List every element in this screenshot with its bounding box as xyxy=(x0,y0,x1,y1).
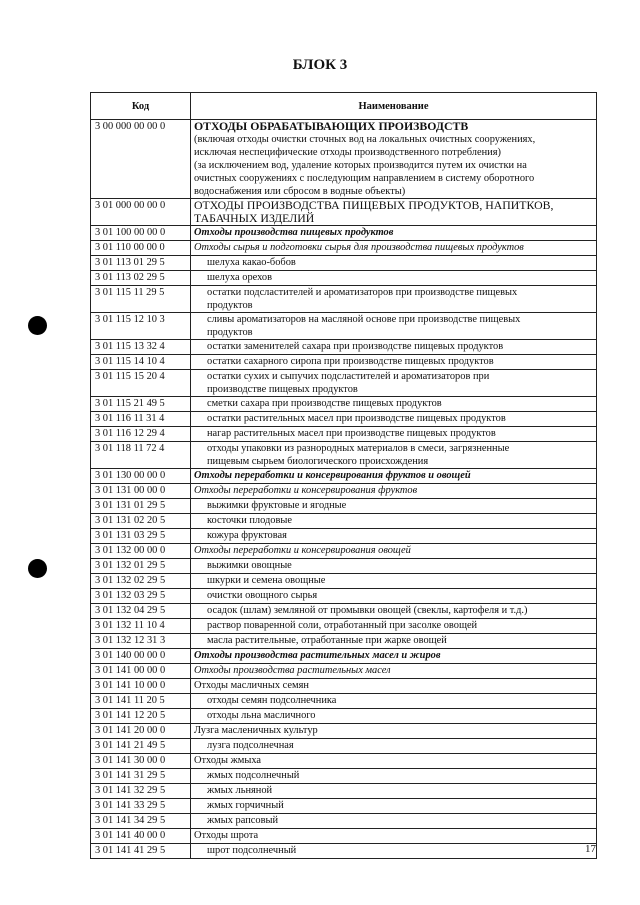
table-row xyxy=(91,241,597,256)
waste-name-continuation: исключая неспецифические отходы производственного потребления) xyxy=(194,147,501,158)
table-row xyxy=(91,256,597,271)
waste-name-continuation: водоснабжения или сбросом в водные объекты) xyxy=(194,186,406,197)
waste-name-text: шкурки и семена овощные xyxy=(207,575,326,586)
waste-name xyxy=(191,370,597,397)
waste-name xyxy=(191,754,597,769)
waste-name xyxy=(191,799,597,814)
waste-name-continuation: пищевым сырьем биологического происхождения xyxy=(207,456,429,467)
waste-name xyxy=(191,619,597,634)
waste-name xyxy=(191,634,597,649)
waste-name-text: отходы упаковки из разнородных материалов в смеси, загрязненные xyxy=(207,443,510,454)
waste-code: 3 01 141 00 00 0 xyxy=(91,664,191,679)
waste-name-text: Отходы переработки и консервирования овощей xyxy=(194,545,411,556)
table-row xyxy=(91,120,597,199)
waste-name-text: шелуха орехов xyxy=(207,272,273,283)
waste-name-text: ОТХОДЫ ОБРАБАТЫВАЮЩИХ ПРОИЗВОДСТВ xyxy=(194,119,469,133)
waste-name xyxy=(191,814,597,829)
waste-name xyxy=(191,724,597,739)
waste-name xyxy=(191,397,597,412)
table-row xyxy=(91,829,597,844)
table-row xyxy=(91,370,597,397)
waste-code: 3 01 132 03 29 5 xyxy=(91,589,191,604)
waste-code: 3 01 113 01 29 5 xyxy=(91,256,191,271)
waste-name-text: лузга подсолнечная xyxy=(207,740,294,751)
waste-name xyxy=(191,355,597,370)
waste-code: 3 01 141 11 20 5 xyxy=(91,694,191,709)
waste-code: 3 01 115 13 32 4 xyxy=(91,340,191,355)
waste-name xyxy=(191,694,597,709)
waste-name-text: раствор поваренной соли, отработанный при засолке овощей xyxy=(207,620,478,631)
waste-name-text: выжимки фруктовые и ягодные xyxy=(207,500,347,511)
waste-code: 3 01 132 11 10 4 xyxy=(91,619,191,634)
table-row xyxy=(91,604,597,619)
waste-code: 3 01 132 12 31 3 xyxy=(91,634,191,649)
table-row xyxy=(91,664,597,679)
waste-name xyxy=(191,829,597,844)
table-row xyxy=(91,649,597,664)
waste-name-text: Отходы переработки и консервирования фруктов xyxy=(194,485,418,496)
table-row xyxy=(91,769,597,784)
waste-name-continuation: (за исключением вод, удаление которых производится путем их очистки на xyxy=(194,160,527,171)
page-number: 17 xyxy=(585,843,596,855)
waste-name xyxy=(191,226,597,241)
table-row xyxy=(91,559,597,574)
table-row xyxy=(91,286,597,313)
table-row xyxy=(91,499,597,514)
waste-name-text: очистки овощного сырья xyxy=(207,590,318,601)
waste-code: 3 01 141 12 20 5 xyxy=(91,709,191,724)
waste-name xyxy=(191,412,597,427)
waste-name-text: кожура фруктовая xyxy=(207,530,287,541)
table-body xyxy=(91,120,597,859)
waste-code: 3 01 131 00 00 0 xyxy=(91,484,191,499)
waste-name xyxy=(191,544,597,559)
waste-name xyxy=(191,484,597,499)
waste-code: 3 01 132 04 29 5 xyxy=(91,604,191,619)
table-row xyxy=(91,754,597,769)
waste-code: 3 01 100 00 00 0 xyxy=(91,226,191,241)
waste-name-text: шелуха какао-бобов xyxy=(207,257,296,268)
waste-name-continuation: продуктов xyxy=(207,300,253,311)
waste-code: 3 01 115 14 10 4 xyxy=(91,355,191,370)
waste-name-text: отходы семян подсолнечника xyxy=(207,695,337,706)
table-row xyxy=(91,694,597,709)
waste-name xyxy=(191,709,597,724)
waste-code: 3 01 110 00 00 0 xyxy=(91,241,191,256)
waste-name-text: косточки плодовые xyxy=(207,515,292,526)
waste-name xyxy=(191,784,597,799)
table-row xyxy=(91,574,597,589)
waste-name xyxy=(191,256,597,271)
table-row xyxy=(91,313,597,340)
waste-name-continuation: ТАБАЧНЫХ ИЗДЕЛИЙ xyxy=(194,211,315,225)
waste-code: 3 01 118 11 72 4 xyxy=(91,442,191,469)
waste-name-text: выжимки овощные xyxy=(207,560,292,571)
waste-code: 3 01 141 31 29 5 xyxy=(91,769,191,784)
waste-name-text: сметки сахара при производстве пищевых продуктов xyxy=(207,398,442,409)
table-row xyxy=(91,412,597,427)
table-row xyxy=(91,709,597,724)
waste-name-text: Отходы масличных семян xyxy=(194,680,309,691)
waste-name-text: жмых горчичный xyxy=(207,800,284,811)
waste-name xyxy=(191,442,597,469)
waste-code: 3 01 116 12 29 4 xyxy=(91,427,191,442)
waste-code: 3 01 115 15 20 4 xyxy=(91,370,191,397)
table-row xyxy=(91,529,597,544)
waste-code: 3 01 000 00 00 0 xyxy=(91,199,191,226)
waste-name-text: жмых рапсовый xyxy=(207,815,279,826)
waste-code: 3 01 141 34 29 5 xyxy=(91,814,191,829)
waste-code: 3 01 131 01 29 5 xyxy=(91,499,191,514)
waste-name xyxy=(191,469,597,484)
waste-name-continuation: производстве пищевых продуктов xyxy=(207,384,358,395)
waste-name xyxy=(191,514,597,529)
waste-code: 3 01 141 30 00 0 xyxy=(91,754,191,769)
table-row xyxy=(91,844,597,859)
waste-code: 3 01 131 02 20 5 xyxy=(91,514,191,529)
waste-name xyxy=(191,574,597,589)
punch-hole-upper xyxy=(28,316,47,335)
waste-name xyxy=(191,589,597,604)
waste-name-text: нагар растительных масел при производстве пищевых продуктов xyxy=(207,428,496,439)
table-row xyxy=(91,679,597,694)
table-row xyxy=(91,814,597,829)
waste-code: 3 01 113 02 29 5 xyxy=(91,271,191,286)
waste-code: 3 01 115 12 10 3 xyxy=(91,313,191,340)
waste-name xyxy=(191,529,597,544)
waste-name-text: Лузга масленичных культур xyxy=(194,725,318,736)
waste-name xyxy=(191,427,597,442)
table-row xyxy=(91,799,597,814)
waste-name xyxy=(191,739,597,754)
waste-code: 3 01 141 20 00 0 xyxy=(91,724,191,739)
waste-name-continuation: (включая отходы очистки сточных вод на локальных очистных сооружениях, xyxy=(194,134,536,145)
waste-classification-table xyxy=(90,92,597,859)
table-row xyxy=(91,784,597,799)
table-row xyxy=(91,739,597,754)
waste-code: 3 00 000 00 00 0 xyxy=(91,120,191,199)
waste-code: 3 01 116 11 31 4 xyxy=(91,412,191,427)
waste-name-continuation: продуктов xyxy=(207,327,253,338)
waste-code: 3 01 141 33 29 5 xyxy=(91,799,191,814)
waste-name xyxy=(191,604,597,619)
waste-name-text: ОТХОДЫ ПРОИЗВОДСТВА ПИЩЕВЫХ ПРОДУКТОВ, НАПИТКОВ, xyxy=(194,198,554,212)
waste-code: 3 01 141 21 49 5 xyxy=(91,739,191,754)
table-row xyxy=(91,634,597,649)
waste-name xyxy=(191,679,597,694)
waste-name xyxy=(191,120,597,199)
waste-code: 3 01 115 21 49 5 xyxy=(91,397,191,412)
waste-code: 3 01 140 00 00 0 xyxy=(91,649,191,664)
waste-name-text: остатки сухих и сыпучих подсластителей и ароматизаторов при xyxy=(207,371,490,382)
waste-name-text: Отходы производства пищевых продуктов xyxy=(194,227,394,238)
waste-name-text: осадок (шлам) земляной от промывки овощей (свеклы, картофеля и т.д.) xyxy=(207,605,528,616)
waste-name xyxy=(191,271,597,286)
waste-code: 3 01 132 00 00 0 xyxy=(91,544,191,559)
table-row xyxy=(91,724,597,739)
waste-name-text: остатки подсластителей и ароматизаторов при производстве пищевых xyxy=(207,287,518,298)
waste-name xyxy=(191,649,597,664)
waste-name xyxy=(191,241,597,256)
waste-name-text: жмых подсолнечный xyxy=(207,770,300,781)
waste-name-text: жмых льняной xyxy=(207,785,273,796)
waste-code: 3 01 131 03 29 5 xyxy=(91,529,191,544)
waste-name-text: Отходы жмыха xyxy=(194,755,262,766)
waste-name-text: сливы ароматизаторов на масляной основе при производстве пищевых xyxy=(207,314,521,325)
waste-name xyxy=(191,499,597,514)
waste-code: 3 01 130 00 00 0 xyxy=(91,469,191,484)
punch-hole-lower xyxy=(28,559,47,578)
table-header-row xyxy=(91,93,597,120)
waste-code: 3 01 141 10 00 0 xyxy=(91,679,191,694)
table-row xyxy=(91,484,597,499)
waste-name-continuation: очистных сооружениях с последующим направлением в систему оборотного xyxy=(194,173,535,184)
waste-code: 3 01 141 40 00 0 xyxy=(91,829,191,844)
table-row xyxy=(91,271,597,286)
waste-code: 3 01 132 02 29 5 xyxy=(91,574,191,589)
table-row xyxy=(91,544,597,559)
waste-name xyxy=(191,199,597,226)
table-row xyxy=(91,397,597,412)
table-row xyxy=(91,589,597,604)
waste-name-text: остатки сахарного сиропа при производстве пищевых продуктов xyxy=(207,356,494,367)
waste-name xyxy=(191,313,597,340)
table-row xyxy=(91,199,597,226)
waste-name xyxy=(191,286,597,313)
table-row xyxy=(91,427,597,442)
waste-name xyxy=(191,844,597,859)
waste-name-text: Отходы производства растительных масел и жиров xyxy=(194,650,441,661)
waste-name-text: Отходы шрота xyxy=(194,830,259,841)
waste-name xyxy=(191,769,597,784)
waste-code: 3 01 141 32 29 5 xyxy=(91,784,191,799)
waste-name xyxy=(191,340,597,355)
waste-name-text: Отходы переработки и консервирования фруктов и овощей xyxy=(194,470,471,481)
table-row xyxy=(91,469,597,484)
waste-code: 3 01 132 01 29 5 xyxy=(91,559,191,574)
waste-name xyxy=(191,559,597,574)
table-row xyxy=(91,355,597,370)
waste-name-text: остатки заменителей сахара при производстве пищевых продуктов xyxy=(207,341,504,352)
waste-name-text: Отходы производства растительных масел xyxy=(194,665,391,676)
table-row xyxy=(91,514,597,529)
table-row xyxy=(91,619,597,634)
table-row xyxy=(91,226,597,241)
code-column-header: Код xyxy=(91,93,191,120)
waste-name-text: остатки растительных масел при производстве пищевых продуктов xyxy=(207,413,506,424)
waste-name-text: шрот подсолнечный xyxy=(207,845,297,856)
table-row xyxy=(91,340,597,355)
page-title: БЛОК 3 xyxy=(292,57,348,73)
waste-code: 3 01 141 41 29 5 xyxy=(91,844,191,859)
name-column-header: Наименование xyxy=(191,93,597,120)
waste-name-text: отходы льна масличного xyxy=(207,710,316,721)
waste-name-text: Отходы сырья и подготовки сырья для производства пищевых продуктов xyxy=(194,242,524,253)
table-row xyxy=(91,442,597,469)
waste-code: 3 01 115 11 29 5 xyxy=(91,286,191,313)
waste-name xyxy=(191,664,597,679)
waste-name-text: масла растительные, отработанные при жарке овощей xyxy=(207,635,447,646)
